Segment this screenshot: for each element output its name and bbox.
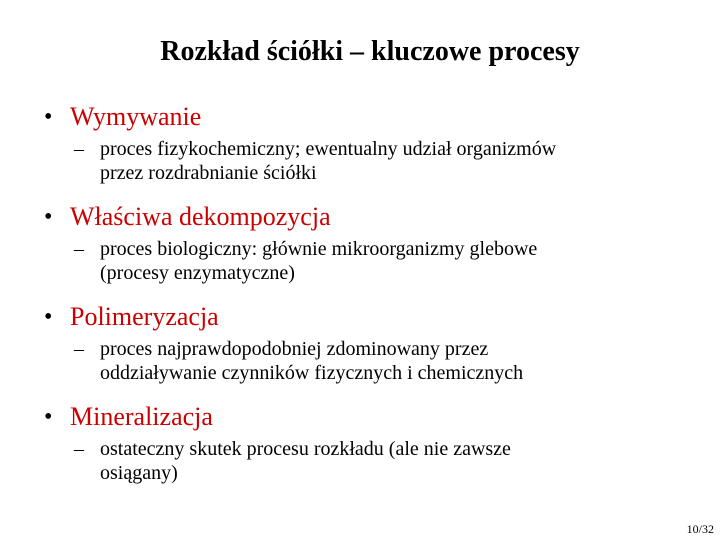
sub-bullet-marker: –: [74, 238, 84, 260]
sub-bullet-marker: –: [74, 338, 84, 360]
bullet-marker: •: [44, 204, 53, 230]
bullet-item-wymywanie: [44, 97, 704, 197]
bullet-label: Polimeryzacja: [70, 302, 219, 331]
page-number: 10/32: [686, 522, 714, 536]
sub-bullet-marker: –: [74, 438, 84, 460]
sub-bullet-text: proces najprawdopodobniej zdominowany przez oddziaływanie czynników fizycznych i chemicznych: [100, 338, 524, 384]
bullet-marker: •: [44, 404, 53, 430]
bullet-label: Właściwa dekompozycja: [70, 202, 331, 231]
bullet-item-polimeryzacja: [44, 297, 704, 397]
sub-bullet-text: proces biologiczny: głównie mikroorganizmy glebowe (procesy enzymatyczne): [100, 238, 538, 284]
sub-bullet-marker: –: [74, 138, 84, 160]
bullet-label: Wymywanie: [70, 102, 202, 131]
sub-bullet-text: ostateczny skutek procesu rozkładu (ale nie zawsze osiągany): [100, 438, 511, 484]
bullet-marker: •: [44, 304, 53, 330]
bullet-marker: •: [44, 104, 53, 130]
bullet-label: Mineralizacja: [70, 402, 213, 431]
bullet-list: [44, 97, 704, 497]
slide-title: Rozkład ściółki – kluczowe procesy: [160, 36, 580, 67]
bullet-item-mineralizacja: [44, 397, 704, 497]
sub-bullet-text: proces fizykochemiczny; ewentualny udział organizmów przez rozdrabnianie ściółki: [100, 138, 557, 184]
bullet-item-dekompozycja: [44, 197, 704, 297]
